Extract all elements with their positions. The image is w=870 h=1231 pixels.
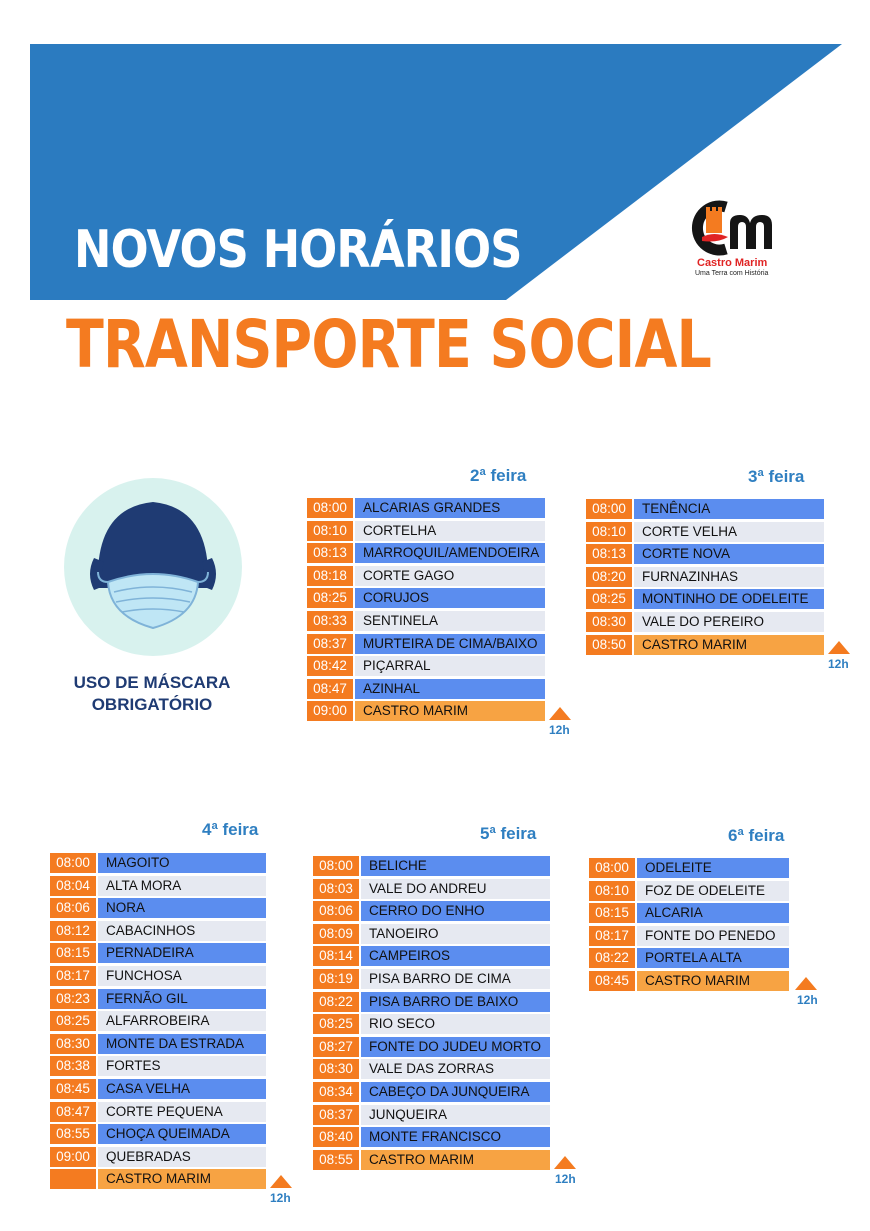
stop-name: CASTRO MARIM (361, 1150, 550, 1170)
stop-name: CORTE GAGO (355, 566, 545, 586)
stop-time: 08:14 (313, 946, 359, 966)
stop-time: 08:25 (307, 588, 353, 608)
stop-name: AZINHAL (355, 679, 545, 699)
stop-time: 08:27 (313, 1037, 359, 1057)
stop-time: 08:00 (50, 853, 96, 873)
stop-time: 08:50 (586, 635, 632, 655)
stop-name: QUEBRADAS (98, 1147, 266, 1167)
stop-time: 08:13 (307, 543, 353, 563)
stop-name: RIO SECO (361, 1014, 550, 1034)
stop-name: PISA BARRO DE BAIXO (361, 992, 550, 1012)
stop-name: CERRO DO ENHO (361, 901, 550, 921)
stop-name: VALE DO PEREIRO (634, 612, 824, 632)
stop-time: 08:33 (307, 611, 353, 631)
stop-time: 08:47 (50, 1102, 96, 1122)
stop-name: CASTRO MARIM (634, 635, 824, 655)
stop-name: VALE DAS ZORRAS (361, 1059, 550, 1079)
day-label-tuesday: 3ª feira (748, 467, 805, 486)
return-time: 12h (828, 656, 849, 671)
stop-time: 08:22 (313, 992, 359, 1012)
stop-name: MAGOITO (98, 853, 266, 873)
stop-name: FONTE DO PENEDO (637, 926, 789, 946)
return-arrow-icon (795, 977, 817, 990)
stop-time: 08:40 (313, 1127, 359, 1147)
stop-name: CORUJOS (355, 588, 545, 608)
stop-time: 08:47 (307, 679, 353, 699)
stop-name: JUNQUEIRA (361, 1105, 550, 1125)
stop-time: 08:12 (50, 921, 96, 941)
stop-time: 08:09 (313, 924, 359, 944)
stop-name: CORTE NOVA (634, 544, 824, 564)
stop-name: CABACINHOS (98, 921, 266, 941)
stop-time: 08:45 (50, 1079, 96, 1099)
logo-slogan: Uma Terra com História (695, 270, 769, 277)
day-label-friday: 6ª feira (728, 826, 785, 845)
stop-time: 08:17 (50, 966, 96, 986)
stop-time: 08:00 (313, 856, 359, 876)
stop-name: CABEÇO DA JUNQUEIRA (361, 1082, 550, 1102)
return-arrow-icon (828, 641, 850, 654)
day-label-thursday: 5ª feira (480, 824, 537, 843)
mask-notice (52, 672, 252, 716)
stop-name: CORTE PEQUENA (98, 1102, 266, 1122)
stop-time: 08:25 (586, 589, 632, 609)
stop-time: 08:20 (586, 567, 632, 587)
logo-name: Castro Marim (697, 257, 768, 269)
stop-name: PORTELA ALTA (637, 948, 789, 968)
stop-name: PERNADEIRA (98, 943, 266, 963)
stop-time: 08:06 (50, 898, 96, 918)
stop-time: 08:30 (313, 1059, 359, 1079)
stop-name: TENÊNCIA (634, 499, 824, 519)
stop-name: MONTE FRANCISCO (361, 1127, 550, 1147)
stop-time: 09:00 (307, 701, 353, 721)
stop-name: CASA VELHA (98, 1079, 266, 1099)
return-time: 12h (797, 993, 818, 1007)
stop-name: FOZ DE ODELEITE (637, 881, 789, 901)
stop-time: 08:10 (589, 881, 635, 901)
stop-name: MONTINHO DE ODELEITE (634, 589, 824, 609)
stop-name: CAMPEIROS (361, 946, 550, 966)
face-mask-icon (64, 478, 242, 656)
stop-time: 08:19 (313, 969, 359, 989)
stop-name: ALFARROBEIRA (98, 1011, 266, 1031)
day-label-monday: 2ª feira (470, 466, 527, 485)
stop-time: 08:30 (50, 1034, 96, 1054)
stop-time: 08:00 (307, 498, 353, 518)
stop-name: MURTEIRA DE CIMA/BAIXO (355, 634, 545, 654)
stop-time: 08:10 (307, 521, 353, 541)
stop-name: CHOÇA QUEIMADA (98, 1124, 266, 1144)
stop-name: MONTE DA ESTRADA (98, 1034, 266, 1054)
stop-name: VALE DO ANDREU (361, 879, 550, 899)
stop-time: 08:04 (50, 876, 96, 896)
stop-name: CASTRO MARIM (637, 971, 789, 991)
return-arrow-icon (270, 1175, 292, 1188)
stop-name: FERNÃO GIL (98, 989, 266, 1009)
return-arrow-icon (554, 1156, 576, 1169)
stop-time: 08:00 (586, 499, 632, 519)
stop-name: FORTES (98, 1056, 266, 1076)
page-title: NOVOS HORÁRIOS (74, 220, 522, 280)
stop-time: 08:30 (586, 612, 632, 632)
stop-time: 08:23 (50, 989, 96, 1009)
stop-time: 08:45 (589, 971, 635, 991)
stop-name: FONTE DO JUDEU MORTO (361, 1037, 550, 1057)
mask-notice-line1: USO DE MÁSCARA (73, 673, 231, 692)
stop-time: 08:13 (586, 544, 632, 564)
stop-name: PIÇARRAL (355, 656, 545, 676)
stop-time: 08:03 (313, 879, 359, 899)
day-label-wednesday: 4ª feira (202, 820, 259, 839)
stop-time: 08:17 (589, 926, 635, 946)
stop-name: SENTINELA (355, 611, 545, 631)
stop-name: MARROQUIL/AMENDOEIRA (355, 543, 545, 563)
stop-time: 08:15 (50, 943, 96, 963)
stop-time: 08:15 (589, 903, 635, 923)
return-time: 12h (555, 1171, 576, 1186)
stop-name: ALTA MORA (98, 876, 266, 896)
stop-time: 08:37 (313, 1105, 359, 1125)
stop-time: 08:06 (313, 901, 359, 921)
stop-time: 08:22 (589, 948, 635, 968)
stop-name: PISA BARRO DE CIMA (361, 969, 550, 989)
stop-time: 08:25 (50, 1011, 96, 1031)
stop-name: FURNAZINHAS (634, 567, 824, 587)
stop-time: 08:55 (313, 1150, 359, 1170)
stop-name: CORTE VELHA (634, 522, 824, 542)
return-arrow-icon (549, 707, 571, 720)
stop-name: ALCARIA (637, 903, 789, 923)
stop-name: NORA (98, 898, 266, 918)
stop-time: 08:25 (313, 1014, 359, 1034)
stop-name: ODELEITE (637, 858, 789, 878)
return-time: 12h (549, 723, 570, 738)
stop-time: 08:38 (50, 1056, 96, 1076)
stop-time: 08:34 (313, 1082, 359, 1102)
stop-time: 08:00 (589, 858, 635, 878)
stop-name: BELICHE (361, 856, 550, 876)
stop-time: 08:10 (586, 522, 632, 542)
stop-time: 08:18 (307, 566, 353, 586)
stop-time: 08:55 (50, 1124, 96, 1144)
stop-name: FUNCHOSA (98, 966, 266, 986)
stop-time: 09:00 (50, 1147, 96, 1167)
stop-time: 08:42 (307, 656, 353, 676)
stop-name: ALCARIAS GRANDES (355, 498, 545, 518)
stop-time (50, 1169, 96, 1189)
stop-name: CASTRO MARIM (355, 701, 545, 721)
stop-name: CORTELHA (355, 521, 545, 541)
mask-notice-line2: OBRIGATÓRIO (91, 695, 213, 714)
page-subtitle: TRANSPORTE SOCIAL (66, 306, 712, 383)
return-time: 12h (270, 1191, 291, 1206)
stop-name: TANOEIRO (361, 924, 550, 944)
stop-time: 08:37 (307, 634, 353, 654)
stop-name: CASTRO MARIM (98, 1169, 266, 1189)
